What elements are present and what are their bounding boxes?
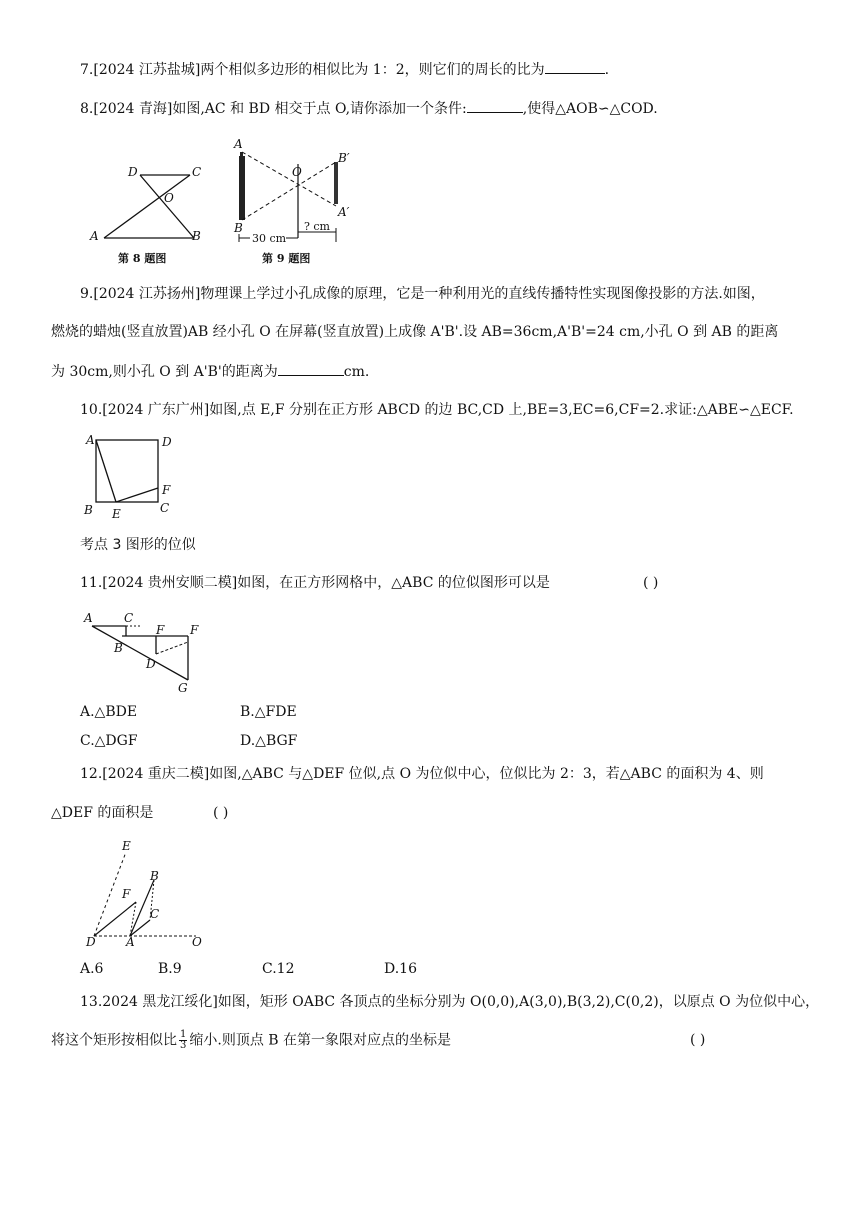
option-c[interactable]: C.12	[262, 961, 295, 977]
label-o: O	[164, 191, 174, 205]
label-a: A	[86, 433, 95, 447]
label-c: C	[192, 165, 202, 179]
figure-8-caption: 第 8 题图	[118, 252, 167, 265]
label-f: F	[190, 623, 199, 637]
question-9-line-3: 为 30cm,则小孔 O 到 A'B'的距离为 cm.	[51, 361, 369, 381]
figure-9-caption: 第 9 题图	[262, 252, 311, 265]
question-13-line-2: 将这个矩形按相似比 $\frac{1}{3}$ 缩小.则顶点 B 在第一象限对应点的坐标是	[51, 1029, 452, 1051]
label-b: B	[114, 641, 123, 655]
label-a-prime: A′	[338, 205, 350, 219]
answer-blank[interactable]	[545, 59, 605, 74]
option-d[interactable]: D.△BGF	[240, 733, 298, 749]
label-a: A	[84, 611, 93, 625]
label-b: B	[150, 869, 159, 883]
question-9-line-1: 9.[2024 江苏扬州]物理课上学过小孔成像的原理，它是一种利用光的直线传播特性实现图像投影的方法.如图，	[80, 286, 765, 302]
answer-blank[interactable]	[278, 361, 344, 376]
option-c[interactable]: C.△DGF	[80, 733, 138, 749]
label-f: F	[122, 887, 131, 901]
figure-8	[84, 158, 214, 268]
answer-paren[interactable]: ( )	[213, 805, 229, 821]
label-d: D	[128, 165, 138, 179]
label-e: E	[122, 839, 131, 853]
option-a[interactable]: A.6	[80, 961, 104, 977]
option-b[interactable]: B.9	[158, 961, 182, 977]
option-d[interactable]: D.16	[384, 961, 417, 977]
label-a: A	[90, 229, 99, 243]
question-8-text: 8.[2024 青海]如图,AC 和 BD 相交于点 O,请你添加一个条件:	[80, 101, 467, 117]
figure-9	[226, 134, 366, 268]
label-c: C	[124, 611, 134, 625]
dimension-unknown: ? cm	[304, 220, 330, 233]
label-a: A	[234, 137, 243, 151]
label-b: B	[192, 229, 201, 243]
label-c: C	[150, 907, 160, 921]
question-12-line-2: △DEF 的面积是	[51, 805, 154, 821]
question-10: 10.[2024 广东广州]如图,点 E,F 分别在正方形 ABCD 的边 BC,CD 上,BE=3,EC=6,CF=2.求证:△ABE∽△ECF.	[80, 402, 794, 418]
label-b-prime: B′	[338, 151, 350, 165]
question-13-line-1: 13.2024 黑龙江绥化]如图，矩形 OABC 各顶点的坐标分别为 O(0,0),A(3,0),B(3,2),C(0,2)，以原点 O 为位似中心，	[80, 994, 820, 1010]
label-f: F	[156, 623, 165, 637]
label-b: B	[234, 221, 243, 235]
figure-10	[82, 430, 182, 526]
label-o: O	[192, 935, 202, 949]
section-title: 考点 3 图形的位似	[80, 537, 196, 553]
label-g: G	[178, 681, 188, 695]
label-f: F	[162, 483, 171, 497]
question-7: 7.[2024 江苏盐城]两个相似多边形的相似比为 1：2，则它们的周长的比为 .	[80, 59, 609, 79]
question-7-text: 7.[2024 江苏盐城]两个相似多边形的相似比为 1：2，则它们的周长的比为	[80, 62, 545, 78]
question-11: 11.[2024 贵州安顺二模]如图，在正方形网格中，△ABC 的位似图形可以是	[80, 575, 550, 591]
label-o: O	[292, 165, 302, 179]
label-d: D	[146, 657, 156, 671]
option-a[interactable]: A.△BDE	[80, 704, 138, 720]
label-e: E	[112, 507, 121, 521]
dimension-30cm: 30 cm	[252, 232, 287, 245]
question-9-line-2: 燃烧的蜡烛(竖直放置)AB 经小孔 O 在屏幕(竖直放置)上成像 A'B'.设 AB=36cm,A'B'=24 cm,小孔 O 到 AB 的距离	[51, 324, 779, 340]
fraction-one-third: $\frac{1}{3}$	[180, 1029, 187, 1051]
answer-paren[interactable]: ( )	[690, 1032, 706, 1048]
answer-blank[interactable]	[467, 98, 523, 113]
label-d: D	[86, 935, 96, 949]
label-a: A	[126, 935, 135, 949]
option-b[interactable]: B.△FDE	[240, 704, 297, 720]
figure-11	[82, 606, 212, 696]
answer-paren[interactable]: ( )	[643, 575, 659, 591]
label-b: B	[84, 503, 93, 517]
label-c: C	[160, 501, 170, 515]
figure-12	[82, 836, 212, 952]
label-d: D	[162, 435, 172, 449]
question-12-line-1: 12.[2024 重庆二模]如图,△ABC 与△DEF 位似,点 O 为位似中心，位似比为 2：3，若△ABC 的面积为 4、则	[80, 766, 764, 782]
question-8: 8.[2024 青海]如图,AC 和 BD 相交于点 O,请你添加一个条件: ,使得△AOB∽△COD.	[80, 98, 658, 118]
